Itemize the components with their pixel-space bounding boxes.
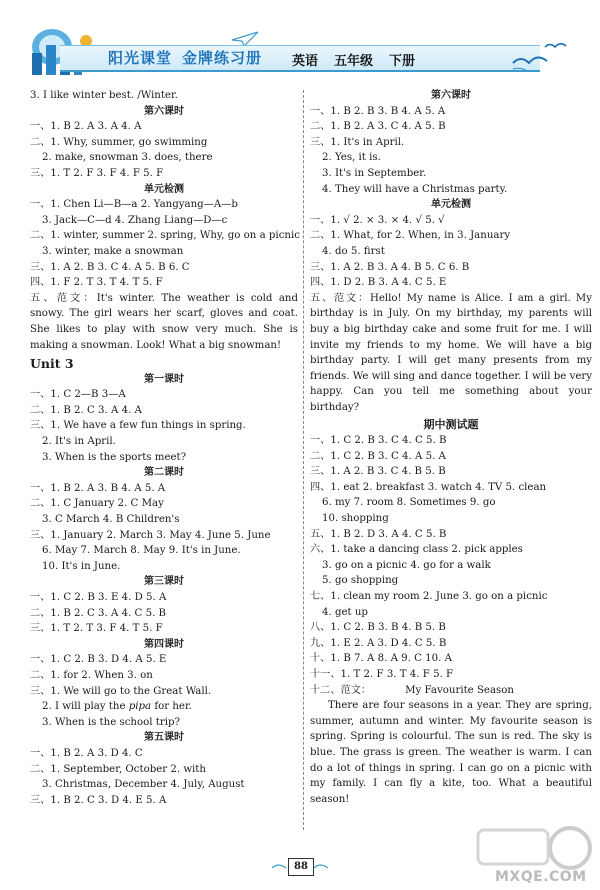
answer-column-left	[30, 88, 298, 808]
answer-line: 2. I will play the pipa for her.	[42, 701, 192, 713]
answer-line: 3. When is the sports meet?	[42, 451, 187, 463]
answer-line: 2. make, snowman 3. does, there	[42, 152, 213, 164]
section-heading: 期中测试题	[423, 418, 479, 432]
answer-line: 三、1. B 2. C 3. D 4. E 5. A	[30, 794, 167, 806]
answer-line: 一、1. B 2. A 3. B 4. A 5. A	[30, 482, 166, 494]
answer-line: 3. C March 4. B Children's	[42, 514, 180, 526]
book-series-title	[108, 47, 272, 68]
answer-line: 二、1. B 2. C 3. A 4. C 5. B	[30, 607, 167, 619]
section-heading: 第二课时	[144, 467, 184, 479]
watermark-text: MXQE.COM	[495, 869, 587, 885]
section-heading: 第四课时	[144, 638, 184, 650]
answer-line: 一、1. C 2. B 3. D 4. A 5. E	[30, 654, 167, 666]
essay-body: There are four seasons in a year. They are spring, summer, autumn and winter. My favourite season is spring. Spring is colourful. The sun is red. The sky is blue. The grass is green. The weather is warm. I can do a lot of things in spring. I can go on a picnic with my family. I can fly a kite, too. What a beautiful season!	[310, 700, 592, 805]
answer-line: 二、1. C January 2. C May	[30, 498, 164, 510]
answer-line: 6. my 7. room 8. Sometimes 9. go	[322, 497, 496, 509]
answer-line: 三、1. T 2. F 3. F 4. F 5. F	[30, 167, 164, 179]
answer-line: 二、1. for 2. When 3. on	[30, 669, 153, 681]
essay-title: My Favourite Season	[405, 684, 514, 696]
page-header	[0, 0, 600, 80]
answer-line: 三、1. January 2. March 3. May 4. June 5. June	[30, 529, 271, 541]
answer-line: 2. It's in April.	[42, 436, 116, 448]
page-number-box	[270, 858, 330, 878]
brand-part-2: 金牌练习册	[182, 49, 263, 67]
section-heading: 单元检测	[144, 183, 184, 195]
answer-line: 3. It's in September.	[322, 167, 427, 179]
answer-line: 二、1. C 2. B 3. C 4. A 5. A	[310, 450, 446, 462]
answer-line: 四、1. F 2. T 3. T 4. T 5. F	[30, 277, 163, 289]
page-number: 88	[288, 858, 314, 876]
subject-label: 英语	[292, 54, 319, 69]
answer-line: 10. It's in June.	[42, 560, 121, 572]
answer-line: 3. go on a picnic 4. go for a walk	[322, 559, 491, 571]
answer-line: 三、1. It's in April.	[310, 136, 405, 148]
answer-line: 二、1. B 2. A 3. C 4. A 5. B	[310, 121, 446, 133]
answer-line: 一、1. √ 2. × 3. × 4. √ 5. √	[310, 214, 445, 226]
answer-line: 一、1. B 2. B 3. B 4. A 5. A	[310, 105, 446, 117]
answer-line: 一、1. C 2. B 3. C 4. C 5. B	[310, 435, 447, 447]
section-heading: 第一课时	[144, 373, 184, 385]
section-heading: 第六课时	[431, 90, 471, 101]
answer-line: 二、1. September, October 2. with	[30, 763, 206, 775]
answer-line: 三、1. A 2. B 3. C 4. B 5. B	[310, 466, 446, 478]
answer-line: 一、1. Chen Li—B—a 2. Yangyang—A—b	[30, 199, 238, 211]
answer-line: 4. They will have a Christmas party.	[322, 183, 508, 195]
volume-label: 下册	[389, 54, 416, 69]
answer-line: 五、1. B 2. D 3. A 4. C 5. B	[310, 528, 447, 540]
answer-line: 4. get up	[322, 606, 368, 618]
answer-line: 6. May 7. March 8. May 9. It's in June.	[42, 545, 241, 557]
answer-line: 十一、1. T 2. F 3. T 4. F 5. F	[310, 668, 454, 680]
answer-line: 3. When is the school trip?	[42, 716, 180, 728]
unit-heading: Unit 3	[30, 356, 74, 372]
answer-line: 3. Jack—C—d 4. Zhang Liang—D—c	[42, 214, 228, 226]
answer-line: 四、1. D 2. B 3. A 4. C 5. E	[310, 277, 447, 289]
book-info	[292, 50, 431, 69]
answer-line: 10. shopping	[322, 513, 389, 525]
answer-line: 2. Yes, it is.	[322, 152, 381, 164]
answer-line: 二、1. Why, summer, go swimming	[30, 136, 208, 148]
answer-line: 一、1. B 2. A 3. D 4. C	[30, 747, 143, 759]
answer-line: 二、1. winter, summer 2. spring, Why, go on a picnic	[30, 230, 300, 242]
birds-icon	[505, 35, 575, 75]
answer-line: 一、1. C 2. B 3. E 4. D 5. A	[30, 592, 167, 603]
answer-line: 二、1. What, for 2. When, in 3. January	[310, 230, 511, 242]
answer-line: 三、1. A 2. B 3. A 4. B 5. C 6. B	[310, 261, 470, 273]
model-essay: 五、范文：It's winter. The weather is cold and snowy. The girl wears her scarf, gloves and coat. She likes to play with snow very much. She is making a snowman. Look! What a big snowman!	[30, 292, 298, 351]
answer-line: 九、1. E 2. A 3. D 4. C 5. B	[310, 637, 447, 649]
answer-line: 三、1. T 2. T 3. F 4. T 5. F	[30, 623, 163, 635]
answer-line: 3. Christmas, December 4. July, August	[42, 779, 245, 791]
answer-line: 三、1. We will go to the Great Wall.	[30, 685, 212, 697]
answer-line: 八、1. C 2. B 3. B 4. B 5. B	[310, 622, 446, 634]
answer-line: 3. I like winter best. /Winter.	[30, 90, 178, 101]
answer-line: 四、1. eat 2. breakfast 3. watch 4. TV 5. clean	[310, 481, 547, 493]
answer-line: 4. do 5. first	[322, 245, 385, 257]
answer-column-right	[310, 88, 592, 807]
brand-part-1: 阳光课堂	[108, 49, 173, 67]
answer-line: 三、1. We have a few fun things in spring.	[30, 420, 246, 432]
right-answers	[310, 88, 592, 683]
answer-line: 七、1. clean my room 2. June 3. go on a picnic	[310, 591, 548, 602]
essay-label: 十二、范文：	[310, 684, 372, 696]
answer-line: 十、1. B 7. A 8. A 9. C 10. A	[310, 653, 452, 665]
answer-line: 3. winter, make a snowman	[42, 245, 184, 257]
answer-line: 5. go shopping	[322, 575, 399, 587]
essay-heading	[310, 683, 592, 699]
answer-line: 一、1. B 2. A 3. A 4. A	[30, 121, 142, 133]
model-essay: 五、范文：Hello! My name is Alice. I am a girl. My birthday is in July. On my birthday, my parents will buy a big birthday cake and some fruit for me. I will invite my friends to my home. We will have a big birthday party. I will get many presents from my friends. We will sing and dance together. I will be very happy. Can you tell me something about your birthday?	[310, 292, 592, 413]
column-divider	[303, 90, 304, 830]
section-heading: 第五课时	[144, 732, 184, 744]
section-heading: 单元检测	[431, 199, 471, 211]
section-heading: 第六课时	[144, 105, 184, 117]
answer-line: 三、1. A 2. B 3. C 4. A 5. B 6. C	[30, 261, 190, 273]
section-heading: 第三课时	[144, 576, 184, 588]
answer-line: 一、1. C 2—B 3—A	[30, 389, 126, 401]
grade-label: 五年级	[334, 54, 374, 69]
answer-line: 二、1. B 2. C 3. A 4. A	[30, 404, 142, 416]
answer-line: 六、1. take a dancing class 2. pick apples	[310, 544, 523, 556]
